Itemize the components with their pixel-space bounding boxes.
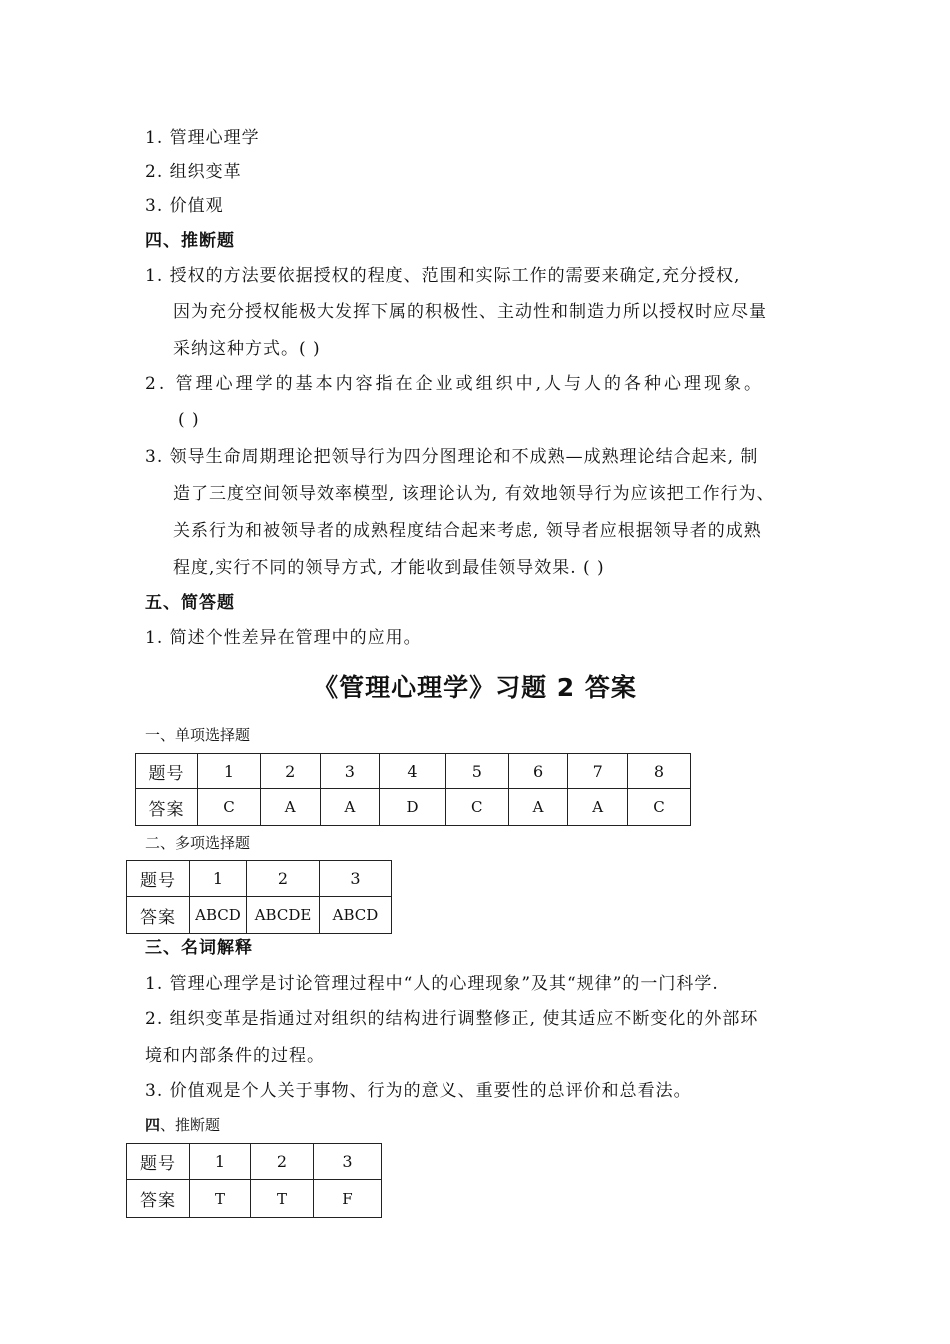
answers-title: 《管理心理学》习题 2 答案 (313, 673, 637, 702)
table-cell: F (314, 1180, 382, 1218)
judge-question-1-line-3: 采纳这种方式。( ) (173, 339, 321, 359)
table-cell: 6 (508, 754, 568, 789)
judge-heading (145, 1114, 220, 1136)
table-cell: T (190, 1180, 251, 1218)
table-cell: 1 (198, 754, 261, 789)
table-cell: T (251, 1180, 314, 1218)
judge-heading-number: 四 (145, 1116, 161, 1134)
single-choice-table (135, 753, 691, 826)
judge-question-1-line-1: 1. 授权的方法要依据授权的程度、范围和实际工作的需要来确定,充分授权, (145, 266, 741, 286)
table-row (136, 789, 691, 826)
table-cell: 3 (314, 1144, 382, 1180)
table-cell: D (380, 789, 446, 826)
table-cell: A (508, 789, 568, 826)
short-answer-question-1: 1. 简述个性差异在管理中的应用。 (145, 628, 422, 648)
judge-question-3-line-2: 造了三度空间领导效率模型, 该理论认为, 有效地领导行为应该把工作行为、 (173, 484, 775, 504)
term-item-3: 3. 价值观 (145, 196, 224, 216)
section-4-heading: 四、推断题 (145, 231, 235, 251)
term-item-1: 1. 管理心理学 (145, 128, 260, 148)
term-answer-3: 3. 价值观是个人关于事物、行为的意义、重要性的总评价和总看法。 (145, 1081, 692, 1101)
table-cell: 8 (628, 754, 691, 789)
row-label: 答案 (127, 897, 190, 934)
section-5-heading: 五、简答题 (145, 593, 235, 613)
table-cell: A (568, 789, 628, 826)
table-cell: 5 (445, 754, 508, 789)
table-cell: 4 (380, 754, 446, 789)
table-cell: C (445, 789, 508, 826)
table-cell: A (320, 789, 380, 826)
row-label: 答案 (136, 789, 198, 826)
table-cell: A (260, 789, 320, 826)
term-answer-2-line-1: 2. 组织变革是指通过对组织的结构进行调整修正, 使其适应不断变化的外部环 (145, 1009, 759, 1029)
table-cell: 7 (568, 754, 628, 789)
table-row (127, 1144, 382, 1180)
table-cell: 1 (190, 1144, 251, 1180)
table-cell: 3 (320, 861, 392, 897)
judge-question-3-line-1: 3. 领导生命周期理论把领导行为四分图理论和不成熟—成熟理论结合起来, 制 (145, 447, 759, 467)
table-cell: 2 (251, 1144, 314, 1180)
table-cell: 1 (190, 861, 247, 897)
table-cell: C (628, 789, 691, 826)
table-row (127, 1180, 382, 1218)
table-cell: 3 (320, 754, 380, 789)
judge-question-1-line-2: 因为充分授权能极大发挥下属的积极性、主动性和制造力所以授权时应尽量 (173, 302, 767, 322)
judge-question-3-line-3: 关系行为和被领导者的成熟程度结合起来考虑, 领导者应根据领导者的成熟 (173, 521, 762, 541)
table-cell: ABCD (190, 897, 247, 934)
terms-heading: 三、名词解释 (145, 938, 253, 958)
row-label: 题号 (127, 1144, 190, 1180)
judge-question-3-line-4: 程度,实行不同的领导方式, 才能收到最佳领导效果. ( ) (173, 558, 605, 578)
term-answer-1: 1. 管理心理学是讨论管理过程中“人的心理现象”及其“规律”的一门科学. (145, 974, 719, 994)
table-cell: ABCD (320, 897, 392, 934)
table-row (127, 861, 392, 897)
judge-question-2-line-2: ( ) (178, 410, 200, 430)
row-label: 题号 (136, 754, 198, 789)
judge-table (126, 1143, 382, 1218)
table-cell: ABCDE (247, 897, 320, 934)
single-choice-heading: 一、单项选择题 (145, 726, 251, 744)
multi-choice-table (126, 860, 392, 934)
row-label: 题号 (127, 861, 190, 897)
row-label: 答案 (127, 1180, 190, 1218)
table-row (136, 754, 691, 789)
table-cell: 2 (260, 754, 320, 789)
table-row (127, 897, 392, 934)
judge-question-2-line-1: 2. 管理心理学的基本内容指在企业或组织中,人与人的各种心理现象。 (145, 374, 765, 394)
term-answer-2-line-2: 境和内部条件的过程。 (145, 1046, 325, 1066)
table-cell: C (198, 789, 261, 826)
table-cell: 2 (247, 861, 320, 897)
multi-choice-heading: 二、多项选择题 (145, 834, 251, 852)
term-item-2: 2. 组织变革 (145, 162, 242, 182)
judge-heading-text: 、推断题 (160, 1116, 221, 1134)
